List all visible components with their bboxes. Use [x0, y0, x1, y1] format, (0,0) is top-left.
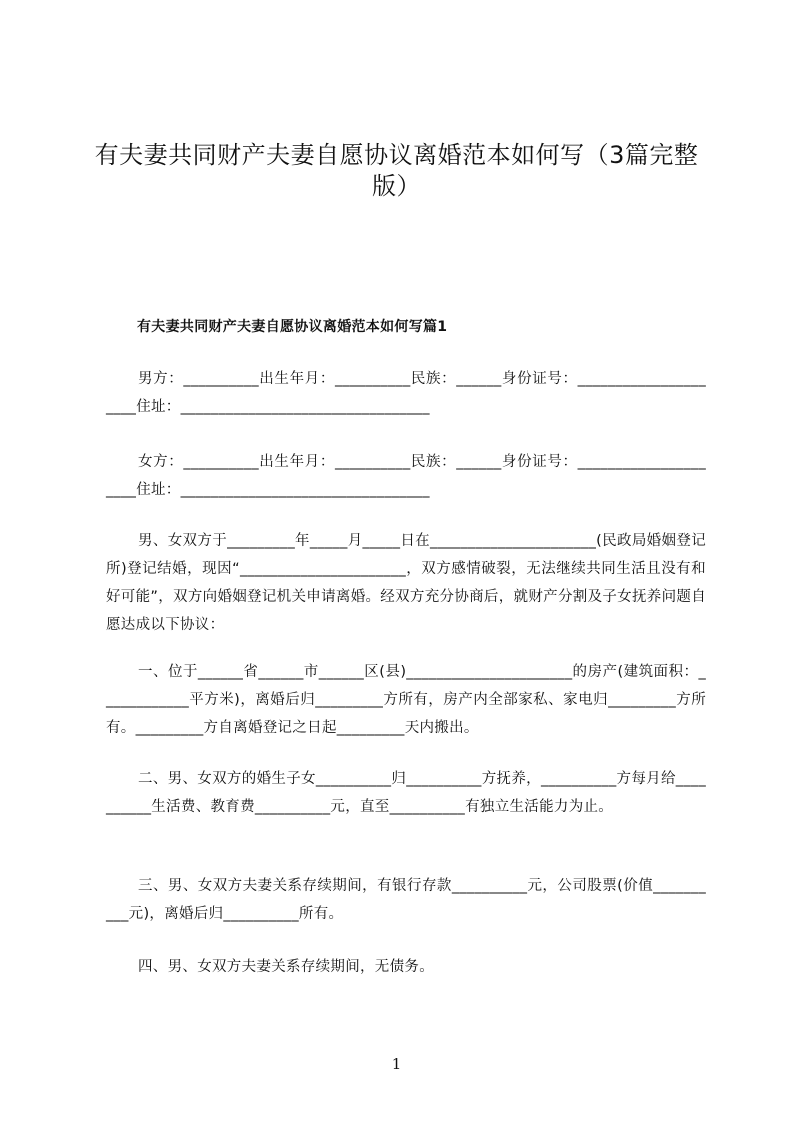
paragraph-female-info: 女方：__________出生年月：__________民族：______身份证号：_____________________住址：_________________________________ — [106, 454, 706, 498]
paragraph-property-clause: 一、位于______省______市______区(县)______________________的房产(建筑面积：____________平方米)，离婚后归_________方所有，房产内全部家私、家电归_________方所有。_________方自离婚登记之日起_________天内搬出。 — [106, 664, 706, 736]
paragraph-child-custody-clause: 二、男、女双方的婚生子女__________归__________方抚养，__________方每月给__________生活费、教育费__________元，直至__________有独立生活能力为止。 — [106, 771, 706, 815]
paragraph-male-info: 男方：__________出生年月：__________民族：______身份证号：_____________________住址：_________________________________ — [106, 371, 706, 415]
paragraph-marriage-registration: 男、女双方于_________年_____月_____日在______________________(民政局婚姻登记所)登记结婚，现因“______________________，双方感情破裂，无法继续共同生活且没有和好可能”，双方向婚姻登记机关申请离婚。经双方充分协商后，就财产分割及子女抚养问题自愿达成以下协议： — [106, 533, 706, 633]
paragraph-savings-clause: 三、男、女双方夫妻关系存续期间，有银行存款__________元，公司股票(价值__________元)，离婚后归__________所有。 — [106, 878, 706, 922]
paragraph-debt-clause: 四、男、女双方夫妻关系存续期间，无债务。 — [138, 959, 434, 975]
document-title: 有夫妻共同财产夫妻自愿协议离婚范本如何写（3篇完整版） — [94, 141, 699, 200]
page-number: 1 — [391, 1055, 402, 1073]
section-heading: 有夫妻共同财产夫妻自愿协议离婚范本如何写篇1 — [137, 319, 448, 335]
